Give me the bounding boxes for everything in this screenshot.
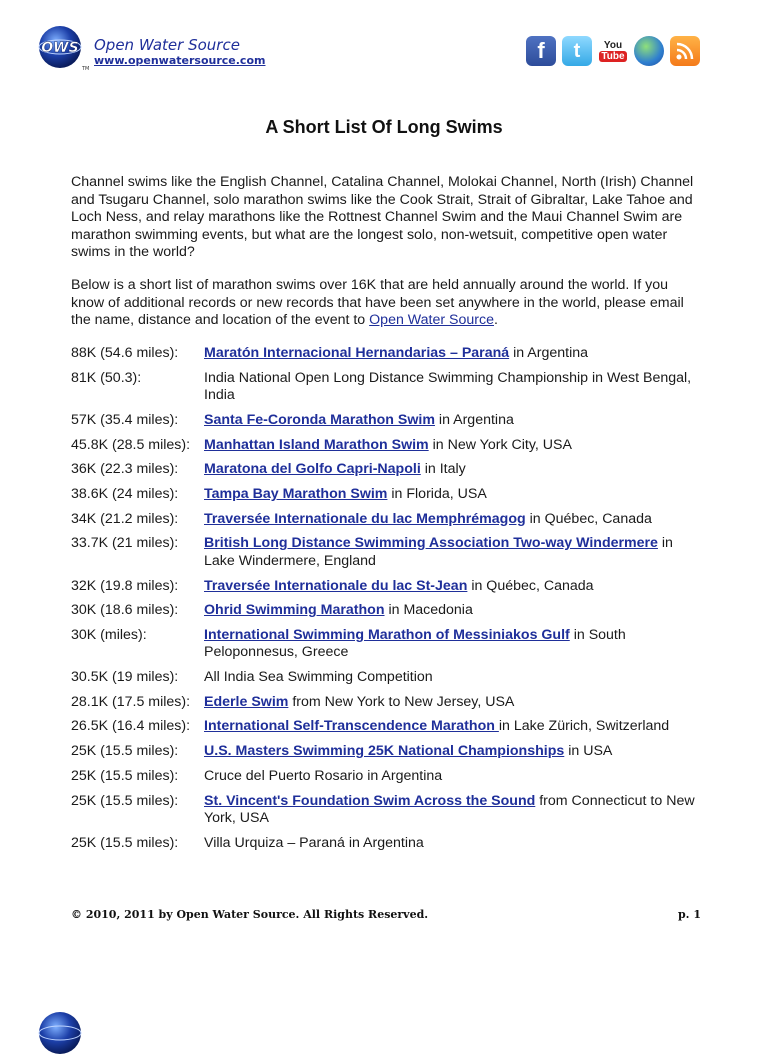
open-water-source-link[interactable]: Open Water Source: [369, 312, 494, 328]
swim-row: [71, 718, 701, 736]
swim-description: [204, 835, 701, 853]
swim-distance: 88K (54.6 miles):: [71, 345, 179, 361]
swim-distance: 32K (19.8 miles):: [71, 577, 179, 594]
swim-row: [71, 486, 701, 504]
swim-description: [204, 535, 701, 570]
swim-location: in Florida, USA: [387, 485, 487, 502]
swim-description: [204, 486, 701, 504]
ows-globe-logo: [36, 24, 88, 72]
swim-distance: 38.6K (24 miles):: [71, 485, 179, 502]
swim-row: [71, 627, 701, 662]
youtube-you-text: You: [603, 40, 623, 51]
swim-location: from Connecticut to New York, USA: [204, 792, 695, 826]
swim-location: in USA: [564, 743, 613, 760]
swim-distance: 45.8K (28.5 miles):: [71, 436, 191, 453]
swim-row: [71, 743, 701, 761]
below-text: Below is a short list of marathon swims over 16K that are held annually around the world. If you know of additional records or new records that have been set anywhere in the world, please email the name, distance and location of the event to: [71, 277, 684, 328]
below-end: .: [494, 312, 498, 328]
swim-location: in Macedonia: [384, 602, 473, 619]
brand-name: Open Water Source: [94, 36, 240, 54]
logo-trademark: TM: [82, 66, 90, 72]
logo-text: OWS: [41, 40, 79, 56]
rss-glyph: [675, 41, 695, 61]
swim-row: [71, 370, 701, 405]
swim-location: in Argentina: [509, 345, 589, 361]
copyright-text: © 2010, 2011 by Open Water Source. All Rights Reserved.: [71, 908, 429, 921]
swim-location: All India Sea Swimming Competition: [204, 669, 433, 686]
swim-distance: 36K (22.3 miles):: [71, 461, 179, 478]
swim-description: [204, 718, 701, 736]
swim-row: [71, 694, 701, 712]
page-title: A Short List Of Long Swims: [265, 117, 503, 137]
swim-distance: 26.5K (16.4 miles):: [71, 718, 191, 735]
swim-location: in Italy: [420, 461, 466, 478]
page-footer: [71, 908, 701, 921]
swim-event-link[interactable]: Traversée Internationale du lac Memphrémagog: [204, 510, 526, 527]
swim-location: in Lake Windermere, England: [204, 535, 673, 569]
twitter-icon[interactable]: [562, 36, 592, 66]
swim-location: India National Open Long Distance Swimming Championship in West Bengal, India: [204, 369, 692, 404]
swim-event-link[interactable]: Santa Fe-Coronda Marathon Swim: [204, 411, 435, 428]
swim-row: [71, 437, 701, 455]
swim-row: [71, 768, 701, 786]
page-number: p. 1: [677, 908, 701, 921]
youtube-icon[interactable]: [598, 36, 628, 66]
swim-event-link[interactable]: Maratón Internacional Hernandarias – Paraná: [204, 345, 510, 361]
youtube-tube-text: Tube: [601, 51, 625, 62]
swim-distance: 34K (21.2 miles):: [71, 510, 179, 527]
rss-icon[interactable]: [670, 36, 700, 66]
twitter-glyph: t: [573, 39, 581, 62]
swim-description: [204, 412, 701, 430]
swim-event-link[interactable]: St. Vincent's Foundation Swim Across the Sound: [204, 792, 536, 809]
swim-description: [204, 437, 701, 455]
swim-event-link[interactable]: Maratona del Golfo Capri-Napoli: [204, 461, 421, 478]
social-icons: [526, 36, 700, 66]
swim-row: [71, 578, 701, 596]
swim-row: [71, 535, 701, 570]
swim-event-link[interactable]: British Long Distance Swimming Association Two-way Windermere: [204, 535, 658, 552]
swim-description: [204, 694, 701, 712]
swim-row: [71, 461, 701, 479]
below-paragraph: [71, 277, 701, 330]
brand-url-link[interactable]: www.openwatersource.com: [94, 54, 266, 67]
globe-icon[interactable]: [634, 36, 664, 66]
swim-distance: 57K (35.4 miles):: [71, 411, 179, 428]
swim-event-link[interactable]: U.S. Masters Swimming 25K National Championships: [204, 743, 565, 760]
swim-distance: 33.7K (21 miles):: [71, 535, 179, 552]
swim-description: [204, 345, 701, 363]
swim-location: in Québec, Canada: [467, 577, 594, 594]
swim-event-link[interactable]: Ohrid Swimming Marathon: [204, 602, 385, 619]
swim-location: from New York to New Jersey, USA: [288, 693, 515, 710]
brand: [94, 37, 265, 68]
swim-location: in New York City, USA: [428, 436, 572, 453]
swim-description: [204, 461, 701, 479]
swim-event-link[interactable]: International Self-Transcendence Marathon: [204, 718, 499, 735]
swim-distance: 28.1K (17.5 miles):: [71, 693, 191, 710]
swim-description: [204, 511, 701, 529]
swim-distance: 30.5K (19 miles):: [71, 669, 179, 686]
swim-distance: 25K (15.5 miles):: [71, 743, 179, 760]
swim-event-link[interactable]: Manhattan Island Marathon Swim: [204, 436, 429, 453]
ows-globe-logo-next-page: [36, 1010, 88, 1058]
swim-description: [204, 669, 701, 687]
swim-distance: 25K (15.5 miles):: [71, 767, 179, 784]
facebook-glyph: f: [537, 38, 545, 63]
swim-event-link[interactable]: Traversée Internationale du lac St-Jean: [204, 577, 468, 594]
swim-event-link[interactable]: Tampa Bay Marathon Swim: [204, 485, 388, 502]
swim-description: [204, 578, 701, 596]
swim-row: [71, 412, 701, 430]
swim-distance: 30K (miles):: [71, 626, 147, 643]
swim-row: [71, 835, 701, 853]
page-header: [36, 24, 700, 76]
swim-description: [204, 743, 701, 761]
swim-description: [204, 768, 701, 786]
swim-location: Villa Urquiza – Paraná in Argentina: [204, 834, 424, 851]
facebook-icon[interactable]: [526, 36, 556, 66]
swim-event-link[interactable]: Ederle Swim: [204, 693, 289, 710]
swim-distance: 25K (15.5 miles):: [71, 834, 179, 851]
swim-row: [71, 511, 701, 529]
swim-row: [71, 345, 701, 363]
swim-distance: 81K (50.3):: [71, 369, 142, 386]
swim-list: [71, 345, 701, 859]
swim-row: [71, 793, 701, 828]
swim-location: in South Peloponnesus, Greece: [204, 626, 626, 661]
intro-paragraph: Channel swims like the English Channel, Catalina Channel, Molokai Channel, North (Irish) Channel and Tsugaru Channel, solo marathon swims like the Cook Strait, Strait of Gibraltar, Lake Tahoe and Loch Ness, and relay marathons like the Rottnest Channel Swim and the Maui Channel Swim are marathon swimming events, but what are the longest solo, non-wetsuit, competitive open water swims in the world?: [71, 174, 694, 260]
swim-description: [204, 627, 701, 662]
swim-description: [204, 793, 701, 828]
swim-location: Cruce del Puerto Rosario in Argentina: [204, 767, 443, 784]
swim-distance: 30K (18.6 miles):: [71, 602, 179, 619]
swim-description: [204, 602, 701, 620]
swim-row: [71, 669, 701, 687]
swim-location: in Argentina: [434, 411, 514, 428]
swim-distance: 25K (15.5 miles):: [71, 792, 179, 809]
swim-row: [71, 602, 701, 620]
swim-description: [204, 370, 701, 405]
swim-event-link[interactable]: International Swimming Marathon of Messiniakos Gulf: [204, 626, 570, 643]
swim-location: in Québec, Canada: [525, 510, 652, 527]
swim-location: in Lake Zürich, Switzerland: [498, 718, 670, 735]
